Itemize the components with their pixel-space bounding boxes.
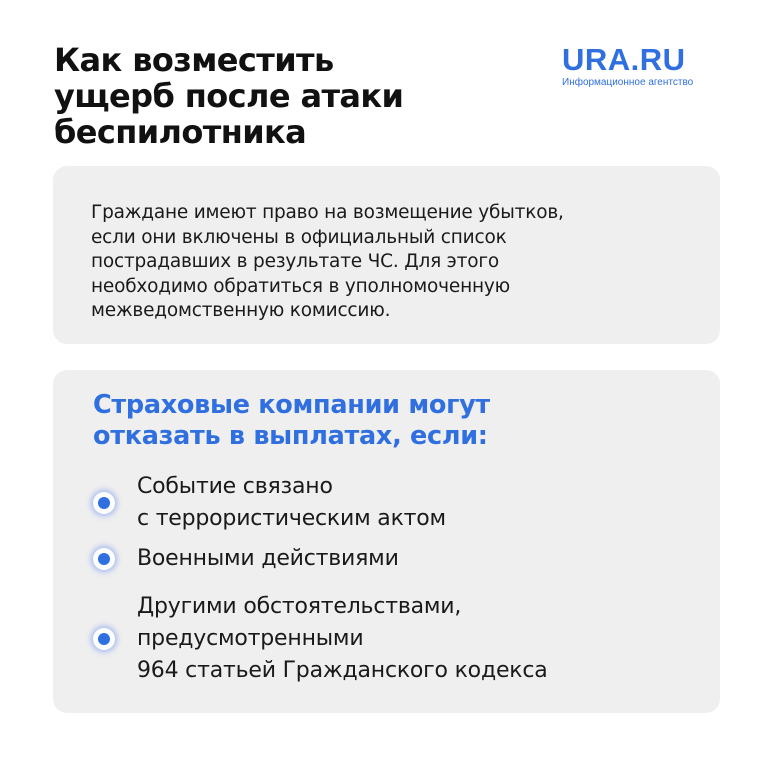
title-line: Как возместить [54,41,334,79]
list-item-line: Событие связано [137,474,333,499]
list-item-text [137,591,548,687]
list-item-text [137,543,399,575]
list-heading-line: Страховые компании могут [93,390,490,420]
info-line: необходимо обратиться в уполномоченную [91,275,510,297]
list-heading-line: отказать в выплатах, если: [93,421,488,451]
list-item-line: Другими обстоятельствами, [137,594,462,619]
info-line: если они включены в официальный список [91,226,507,248]
title-line: ущерб после атаки [54,77,404,115]
bullet-dot-icon [93,628,115,650]
info-line: Граждане имеют право на возмещение убытков, [91,202,564,223]
list-item-text [137,471,446,535]
ura-ru-logo [562,44,712,89]
info-text [91,201,701,324]
refusal-reasons-card [53,370,720,713]
logo-tagline: Информационное агентство [562,77,694,88]
list-item-line: Военными действиями [137,546,399,571]
bullet-dot-icon [93,492,115,514]
bullet-dot-icon [93,548,115,570]
info-line: межведомственную комиссию. [91,300,391,321]
title-line: беспилотника [54,113,307,151]
list-heading [93,390,693,452]
info-line: пострадавших в результате ЧС. Для этого [91,251,499,272]
info-card [53,166,720,344]
list-item-line: 964 статьей Гражданского кодекса [137,658,548,683]
list-item-line: с террористическим актом [137,506,446,531]
page-title [54,42,494,150]
logo-wordmark: URA.RU [562,42,686,77]
list-item-line: предусмотренными [137,626,364,651]
